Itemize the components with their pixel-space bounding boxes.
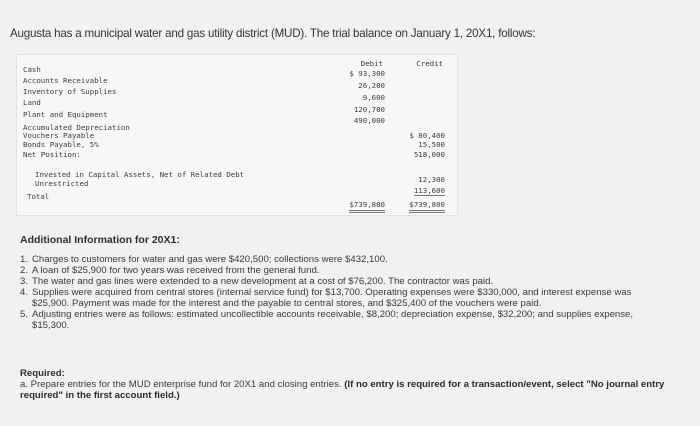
- account-name: Unrestricted: [35, 179, 89, 188]
- credit-value: 15,500: [418, 140, 445, 149]
- list-item: [20, 265, 670, 276]
- credit-value: 518,000: [413, 150, 445, 159]
- account-name: Vouchers Payable: [23, 131, 95, 140]
- required-instruction: a. Prepare entries for the MUD enterprise fund for 20X1 and closing entries.: [20, 379, 342, 390]
- item-text: The water and gas lines were extended to a new development at a cost of $76,200. The contractor was paid.: [32, 276, 494, 287]
- item-text: Charges to customers for water and gas were $420,500; collections were $432,100.: [32, 254, 388, 265]
- required-title: Required:: [20, 368, 65, 379]
- account-name: Bonds Payable, 5%: [23, 140, 99, 149]
- account-name: Accumulated Depreciation: [23, 123, 130, 132]
- debit-value: 26,200: [358, 81, 385, 90]
- debit-header: Debit: [360, 59, 383, 68]
- additional-info-title: Additional Information for 20X1:: [20, 234, 180, 246]
- item-number: 3.: [20, 276, 29, 287]
- debit-value: 490,000: [353, 116, 385, 125]
- total-debit: $739,800: [349, 200, 385, 213]
- account-name: Net Position:: [23, 150, 81, 159]
- table-row: [17, 150, 457, 160]
- account-name: Inventory of Supplies: [23, 87, 117, 96]
- credit-header: Credit: [416, 59, 443, 68]
- item-text: A loan of $25,900 for two years was received from the general fund.: [32, 265, 320, 276]
- table-row: [17, 200, 457, 210]
- required-note: (If no entry is required for a transaction/event, select "No journal entry required" in the first account field.): [20, 379, 665, 401]
- additional-info-list: [20, 254, 670, 331]
- account-name: Cash: [23, 65, 41, 74]
- total-credit: $739,800: [409, 200, 445, 213]
- debit-value: $ 93,300: [349, 69, 385, 78]
- item-number: 5.: [20, 309, 29, 320]
- credit-value: 12,300: [418, 175, 445, 184]
- item-text: Supplies were acquired from central stores (internal service fund) for $13,700. Operating expenses were $330,000, and interest expense was $25,900. Payment was made for the interest and the payable to central stores, and $325,400 of the vouchers were paid.: [32, 287, 632, 309]
- item-number: 1.: [20, 254, 29, 265]
- account-name: Plant and Equipment: [23, 110, 108, 119]
- list-item: [20, 276, 670, 287]
- account-name: Invested in Capital Assets, Net of Related Debt: [35, 170, 245, 179]
- item-text: Adjusting entries were as follows: estimated uncollectible accounts receivable, $8,200; depreciation expense, $32,200; and supplies expense, $15,300.: [32, 309, 634, 331]
- debit-value: 120,700: [353, 105, 385, 114]
- item-number: 2.: [20, 265, 29, 276]
- credit-value: $ 80,400: [409, 131, 445, 140]
- list-item: [20, 254, 670, 265]
- account-name: Total: [27, 192, 50, 201]
- credit-value: 113,600: [413, 186, 445, 195]
- list-item: [20, 309, 670, 331]
- account-name: Accounts Receivable: [23, 76, 108, 85]
- trial-balance-table: [16, 54, 458, 216]
- problem-intro: Augusta has a municipal water and gas utility district (MUD). The trial balance on January 1, 20X1, follows:: [10, 27, 536, 40]
- account-name: Land: [23, 98, 41, 107]
- table-row: [17, 140, 457, 150]
- list-item: [20, 287, 670, 309]
- item-number: 4.: [20, 287, 29, 298]
- required-text: [20, 379, 680, 401]
- debit-value: 9,600: [362, 93, 385, 102]
